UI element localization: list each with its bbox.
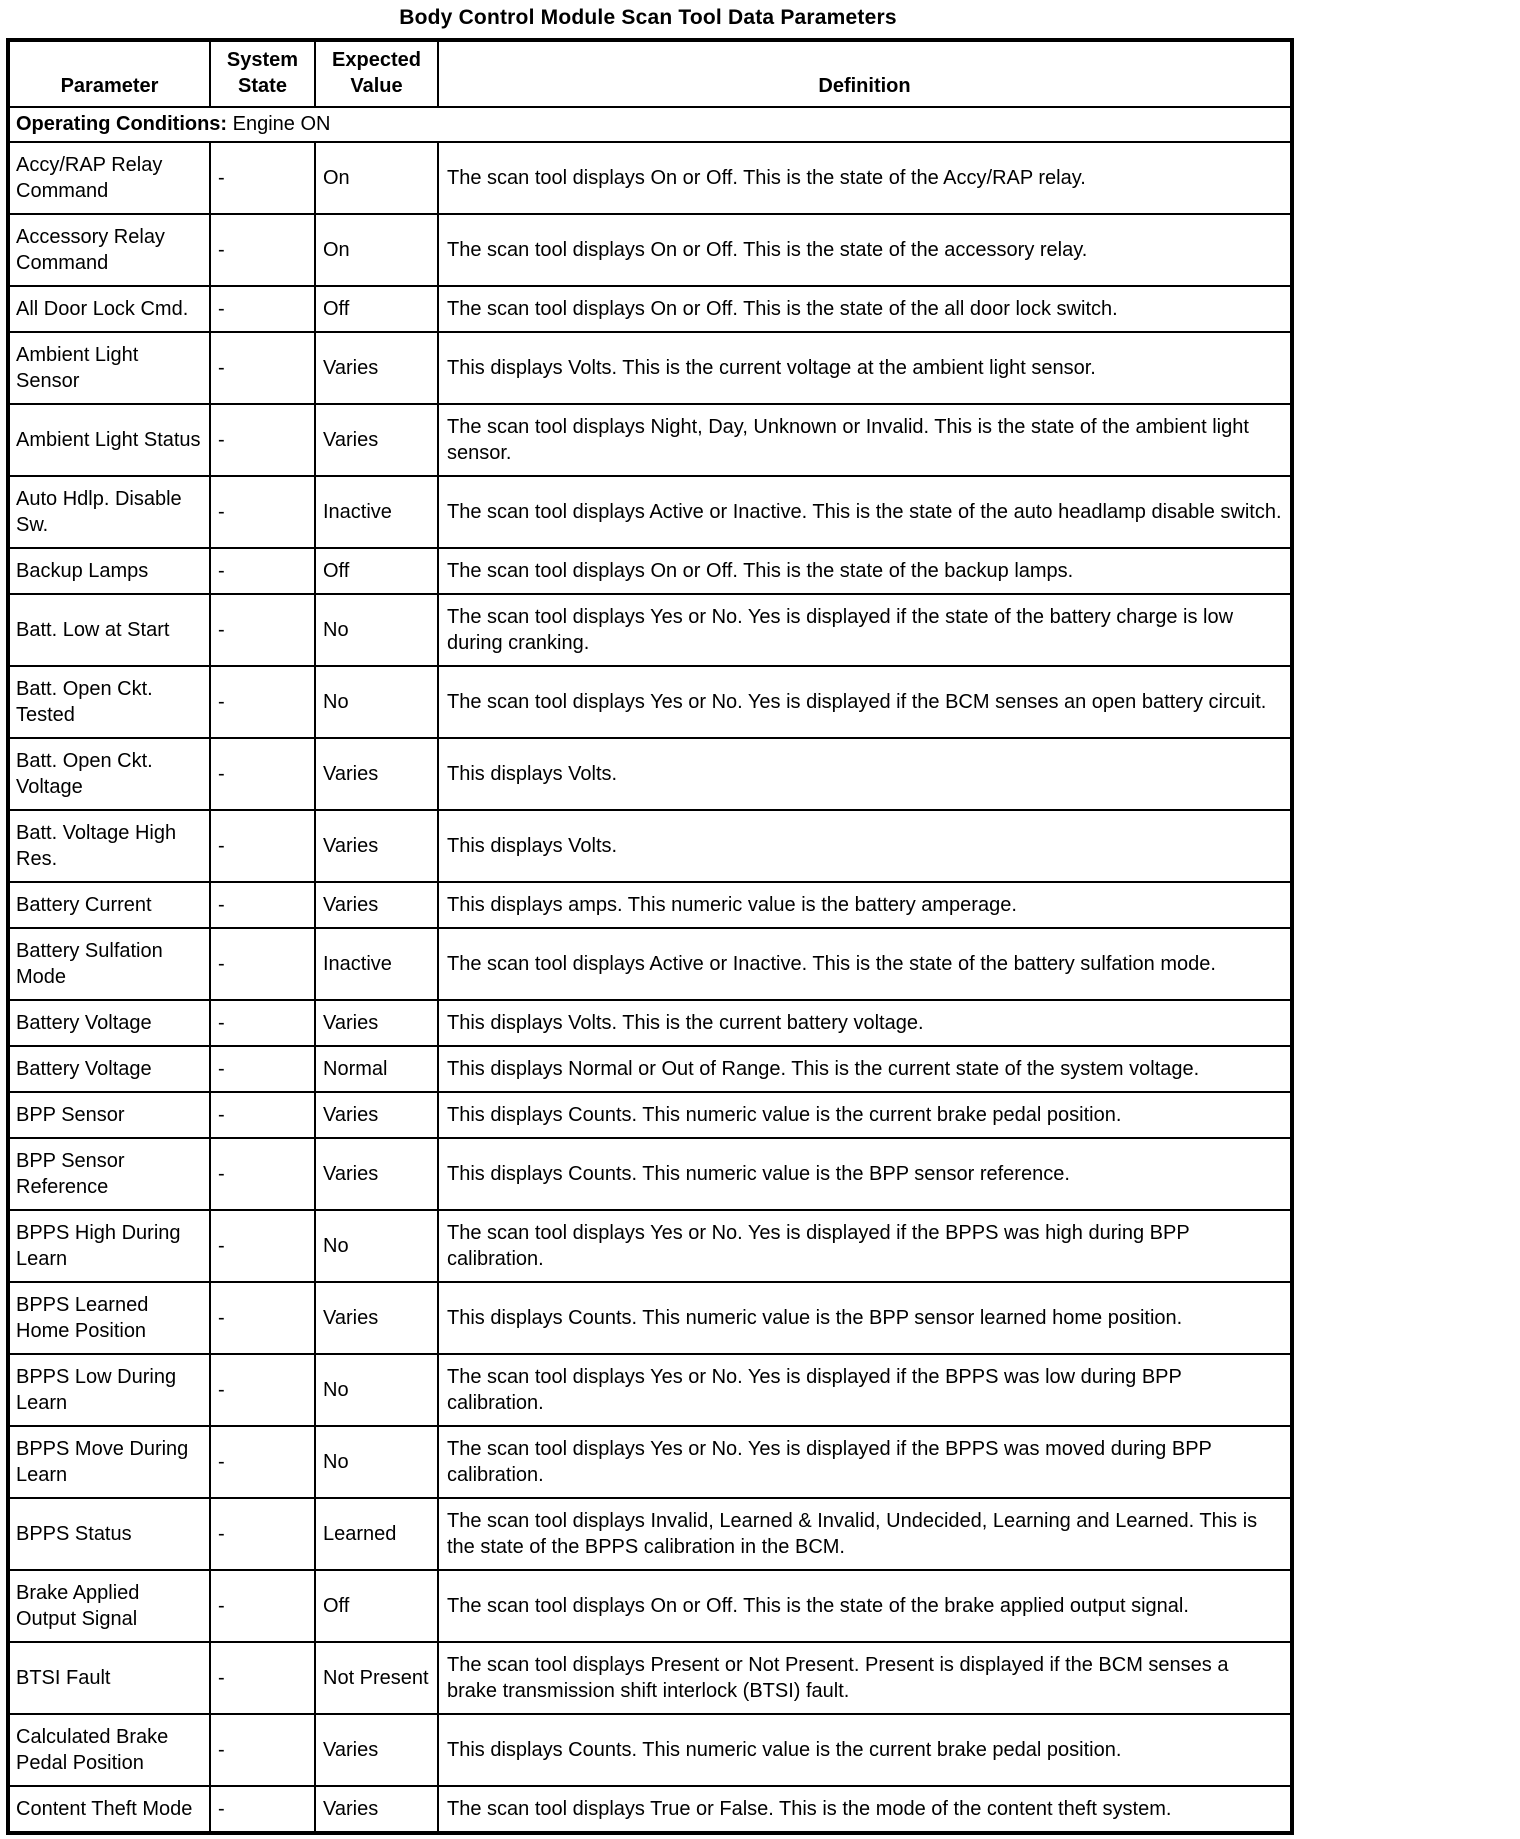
cell-definition: The scan tool displays Yes or No. Yes is displayed if the BPPS was moved during BPP calibration. bbox=[438, 1426, 1292, 1498]
cell-system-state: - bbox=[210, 1000, 315, 1046]
cell-parameter: BPPS Low During Learn bbox=[8, 1354, 210, 1426]
cell-expected-value: Varies bbox=[315, 738, 438, 810]
cell-system-state: - bbox=[210, 1786, 315, 1833]
cell-parameter: Content Theft Mode bbox=[8, 1786, 210, 1833]
cell-expected-value: Varies bbox=[315, 332, 438, 404]
cell-definition: The scan tool displays Yes or No. Yes is displayed if the BCM senses an open battery circuit. bbox=[438, 666, 1292, 738]
cell-expected-value: Varies bbox=[315, 882, 438, 928]
section-row bbox=[8, 107, 1292, 142]
cell-system-state: - bbox=[210, 142, 315, 214]
cell-system-state: - bbox=[210, 332, 315, 404]
cell-definition: This displays Volts. bbox=[438, 738, 1292, 810]
table-row bbox=[8, 1426, 1292, 1498]
cell-definition: The scan tool displays On or Off. This is the state of the brake applied output signal. bbox=[438, 1570, 1292, 1642]
cell-parameter: Ambient Light Sensor bbox=[8, 332, 210, 404]
cell-definition: The scan tool displays Invalid, Learned & Invalid, Undecided, Learning and Learned. This is the state of the BPPS calibration in the BCM. bbox=[438, 1498, 1292, 1570]
cell-system-state: - bbox=[210, 738, 315, 810]
cell-system-state: - bbox=[210, 1570, 315, 1642]
cell-definition: The scan tool displays Present or Not Present. Present is displayed if the BCM senses a brake transmission shift interlock (BTSI) fault. bbox=[438, 1642, 1292, 1714]
cell-definition: The scan tool displays On or Off. This is the state of the accessory relay. bbox=[438, 214, 1292, 286]
table-row bbox=[8, 214, 1292, 286]
cell-expected-value: Varies bbox=[315, 1092, 438, 1138]
cell-definition: The scan tool displays Yes or No. Yes is displayed if the BPPS was high during BPP calibration. bbox=[438, 1210, 1292, 1282]
cell-system-state: - bbox=[210, 1282, 315, 1354]
table-row bbox=[8, 404, 1292, 476]
cell-definition: The scan tool displays Active or Inactive. This is the state of the battery sulfation mode. bbox=[438, 928, 1292, 1000]
cell-system-state: - bbox=[210, 1210, 315, 1282]
cell-expected-value: No bbox=[315, 1210, 438, 1282]
cell-definition: The scan tool displays On or Off. This is the state of the backup lamps. bbox=[438, 548, 1292, 594]
cell-parameter: Ambient Light Status bbox=[8, 404, 210, 476]
cell-expected-value: No bbox=[315, 594, 438, 666]
cell-definition: This displays Counts. This numeric value is the BPP sensor reference. bbox=[438, 1138, 1292, 1210]
cell-parameter: Batt. Open Ckt. Voltage bbox=[8, 738, 210, 810]
cell-system-state: - bbox=[210, 1138, 315, 1210]
column-header-system-state: System State bbox=[210, 40, 315, 107]
table-row bbox=[8, 286, 1292, 332]
cell-parameter: Calculated Brake Pedal Position bbox=[8, 1714, 210, 1786]
cell-parameter: BPPS Move During Learn bbox=[8, 1426, 210, 1498]
cell-parameter: Battery Current bbox=[8, 882, 210, 928]
cell-expected-value: Learned bbox=[315, 1498, 438, 1570]
cell-parameter: BPP Sensor Reference bbox=[8, 1138, 210, 1210]
cell-system-state: - bbox=[210, 548, 315, 594]
cell-system-state: - bbox=[210, 810, 315, 882]
cell-system-state: - bbox=[210, 404, 315, 476]
cell-system-state: - bbox=[210, 1642, 315, 1714]
table-row bbox=[8, 1354, 1292, 1426]
cell-definition: This displays Volts. This is the current battery voltage. bbox=[438, 1000, 1292, 1046]
cell-system-state: - bbox=[210, 594, 315, 666]
header-row bbox=[8, 40, 1292, 107]
cell-expected-value: Inactive bbox=[315, 476, 438, 548]
cell-system-state: - bbox=[210, 928, 315, 1000]
table-row bbox=[8, 476, 1292, 548]
cell-expected-value: On bbox=[315, 142, 438, 214]
cell-parameter: All Door Lock Cmd. bbox=[8, 286, 210, 332]
cell-definition: The scan tool displays Active or Inactive. This is the state of the auto headlamp disable switch. bbox=[438, 476, 1292, 548]
cell-system-state: - bbox=[210, 476, 315, 548]
operating-conditions-value: Engine ON bbox=[232, 113, 331, 135]
cell-definition: The scan tool displays On or Off. This is the state of the all door lock switch. bbox=[438, 286, 1292, 332]
column-header-expected-value: Expected Value bbox=[315, 40, 438, 107]
cell-parameter: BPPS Status bbox=[8, 1498, 210, 1570]
cell-parameter: BTSI Fault bbox=[8, 1642, 210, 1714]
cell-expected-value: Off bbox=[315, 548, 438, 594]
table-row bbox=[8, 882, 1292, 928]
table-row bbox=[8, 1092, 1292, 1138]
cell-system-state: - bbox=[210, 286, 315, 332]
cell-parameter: Battery Voltage bbox=[8, 1046, 210, 1092]
operating-conditions-label: Operating Conditions: bbox=[16, 113, 228, 135]
cell-expected-value: Varies bbox=[315, 1000, 438, 1046]
table-row bbox=[8, 1642, 1292, 1714]
table-row bbox=[8, 142, 1292, 214]
cell-system-state: - bbox=[210, 1092, 315, 1138]
cell-definition: The scan tool displays True or False. This is the mode of the content theft system. bbox=[438, 1786, 1292, 1833]
cell-parameter: Battery Sulfation Mode bbox=[8, 928, 210, 1000]
cell-system-state: - bbox=[210, 1426, 315, 1498]
cell-parameter: BPP Sensor bbox=[8, 1092, 210, 1138]
cell-definition: This displays Counts. This numeric value is the BPP sensor learned home position. bbox=[438, 1282, 1292, 1354]
cell-expected-value: No bbox=[315, 1354, 438, 1426]
cell-parameter: BPPS Learned Home Position bbox=[8, 1282, 210, 1354]
cell-expected-value: On bbox=[315, 214, 438, 286]
table-row bbox=[8, 1282, 1292, 1354]
cell-system-state: - bbox=[210, 214, 315, 286]
cell-expected-value: Normal bbox=[315, 1046, 438, 1092]
table-row bbox=[8, 1570, 1292, 1642]
cell-system-state: - bbox=[210, 1714, 315, 1786]
table-row bbox=[8, 332, 1292, 404]
table-row bbox=[8, 1786, 1292, 1833]
cell-parameter: Batt. Open Ckt. Tested bbox=[8, 666, 210, 738]
cell-expected-value: Varies bbox=[315, 1786, 438, 1833]
table-row bbox=[8, 1046, 1292, 1092]
cell-parameter: Brake Applied Output Signal bbox=[8, 1570, 210, 1642]
cell-parameter: Accy/RAP Relay Command bbox=[8, 142, 210, 214]
cell-definition: This displays Normal or Out of Range. This is the current state of the system voltage. bbox=[438, 1046, 1292, 1092]
cell-parameter: Accessory Relay Command bbox=[8, 214, 210, 286]
cell-definition: This displays Counts. This numeric value is the current brake pedal position. bbox=[438, 1714, 1292, 1786]
cell-parameter: Auto Hdlp. Disable Sw. bbox=[8, 476, 210, 548]
table-row bbox=[8, 1210, 1292, 1282]
cell-expected-value: Varies bbox=[315, 404, 438, 476]
cell-system-state: - bbox=[210, 882, 315, 928]
cell-expected-value: Varies bbox=[315, 1282, 438, 1354]
column-header-definition: Definition bbox=[438, 40, 1292, 107]
table-row bbox=[8, 594, 1292, 666]
cell-system-state: - bbox=[210, 1046, 315, 1092]
cell-system-state: - bbox=[210, 1498, 315, 1570]
table-row bbox=[8, 738, 1292, 810]
table-row bbox=[8, 548, 1292, 594]
cell-definition: The scan tool displays Yes or No. Yes is displayed if the BPPS was low during BPP calibration. bbox=[438, 1354, 1292, 1426]
bcm-scan-tool-parameters-table bbox=[6, 38, 1294, 1835]
cell-parameter: Batt. Voltage High Res. bbox=[8, 810, 210, 882]
cell-expected-value: Varies bbox=[315, 1138, 438, 1210]
cell-expected-value: Inactive bbox=[315, 928, 438, 1000]
cell-expected-value: Off bbox=[315, 286, 438, 332]
table-row bbox=[8, 1138, 1292, 1210]
cell-definition: This displays Counts. This numeric value is the current brake pedal position. bbox=[438, 1092, 1292, 1138]
cell-definition: This displays Volts. bbox=[438, 810, 1292, 882]
table-row bbox=[8, 1714, 1292, 1786]
cell-expected-value: Varies bbox=[315, 810, 438, 882]
page-title: Body Control Module Scan Tool Data Parameters bbox=[399, 6, 897, 29]
cell-definition: The scan tool displays On or Off. This is the state of the Accy/RAP relay. bbox=[438, 142, 1292, 214]
cell-parameter: Battery Voltage bbox=[8, 1000, 210, 1046]
cell-parameter: BPPS High During Learn bbox=[8, 1210, 210, 1282]
table-row bbox=[8, 928, 1292, 1000]
cell-system-state: - bbox=[210, 1354, 315, 1426]
table-row bbox=[8, 1000, 1292, 1046]
cell-definition: The scan tool displays Night, Day, Unknown or Invalid. This is the state of the ambient light sensor. bbox=[438, 404, 1292, 476]
cell-expected-value: No bbox=[315, 666, 438, 738]
cell-definition: This displays amps. This numeric value is the battery amperage. bbox=[438, 882, 1292, 928]
cell-system-state: - bbox=[210, 666, 315, 738]
cell-expected-value: Not Present bbox=[315, 1642, 438, 1714]
cell-parameter: Backup Lamps bbox=[8, 548, 210, 594]
operating-conditions-cell bbox=[8, 107, 1292, 142]
cell-definition: The scan tool displays Yes or No. Yes is displayed if the state of the battery charge is low during cranking. bbox=[438, 594, 1292, 666]
cell-parameter: Batt. Low at Start bbox=[8, 594, 210, 666]
cell-expected-value: Off bbox=[315, 1570, 438, 1642]
table-body bbox=[8, 142, 1292, 1833]
table-row bbox=[8, 810, 1292, 882]
cell-definition: This displays Volts. This is the current voltage at the ambient light sensor. bbox=[438, 332, 1292, 404]
cell-expected-value: Varies bbox=[315, 1714, 438, 1786]
table-row bbox=[8, 666, 1292, 738]
cell-expected-value: No bbox=[315, 1426, 438, 1498]
table-row bbox=[8, 1498, 1292, 1570]
column-header-parameter: Parameter bbox=[8, 40, 210, 107]
